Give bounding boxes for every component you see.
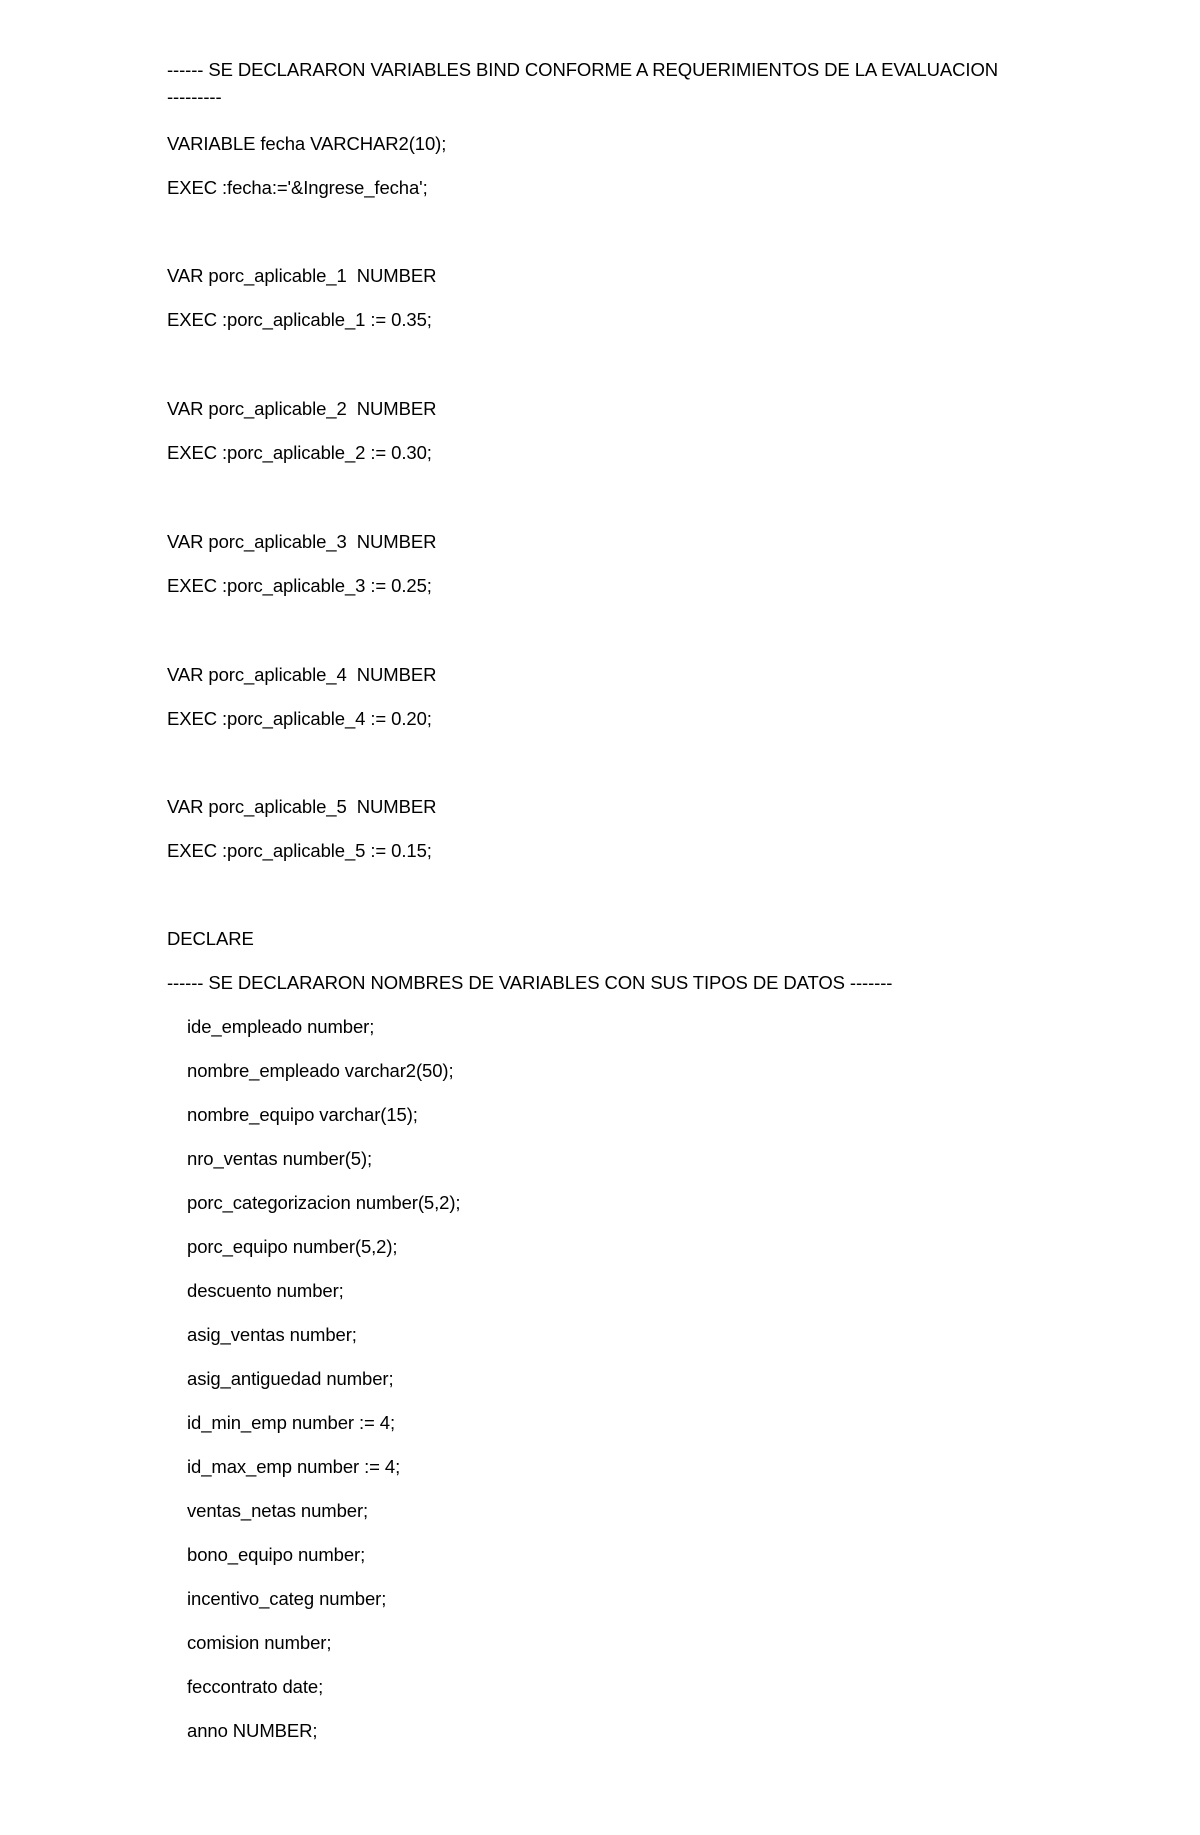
bind-declaration-line: VAR porc_aplicable_2 NUMBER: [167, 398, 437, 419]
variable-declaration: feccontrato date;: [187, 1676, 324, 1697]
bind-declaration-line: VAR porc_aplicable_5 NUMBER: [167, 796, 437, 817]
bind-declaration-line: EXEC :porc_aplicable_5 := 0.15;: [167, 840, 432, 861]
declare-comment: ------ SE DECLARARON NOMBRES DE VARIABLES CON SUS TIPOS DE DATOS -------: [167, 972, 893, 993]
bind-declaration-line: VAR porc_aplicable_4 NUMBER: [167, 664, 437, 685]
declare-keyword: DECLARE: [167, 928, 254, 949]
variable-declaration: anno NUMBER;: [187, 1720, 318, 1741]
variable-declaration: asig_antiguedad number;: [187, 1368, 394, 1389]
variable-declaration: asig_ventas number;: [187, 1324, 357, 1345]
variable-declaration: comision number;: [187, 1632, 332, 1653]
bind-declaration-line: VAR porc_aplicable_3 NUMBER: [167, 531, 437, 552]
variable-declaration: nombre_equipo varchar(15);: [187, 1104, 418, 1125]
bind-declaration-line: EXEC :porc_aplicable_1 := 0.35;: [167, 309, 432, 330]
variable-declaration: id_min_emp number := 4;: [187, 1412, 395, 1433]
variable-declaration: bono_equipo number;: [187, 1544, 366, 1565]
variable-declaration: ventas_netas number;: [187, 1500, 369, 1521]
variable-declaration: nro_ventas number(5);: [187, 1148, 373, 1169]
variable-declaration: ide_empleado number;: [187, 1016, 375, 1037]
variable-declaration: descuento number;: [187, 1280, 344, 1301]
header-comment-line2: ---------: [167, 86, 222, 107]
variable-declaration: porc_categorizacion number(5,2);: [187, 1192, 461, 1213]
bind-declaration-line: EXEC :porc_aplicable_2 := 0.30;: [167, 442, 432, 463]
variable-declaration: id_max_emp number := 4;: [187, 1456, 401, 1477]
bind-declaration-line: EXEC :fecha:='&Ingrese_fecha';: [167, 177, 428, 198]
variable-declaration: porc_equipo number(5,2);: [187, 1236, 398, 1257]
variable-declaration: nombre_empleado varchar2(50);: [187, 1060, 454, 1081]
bind-declaration-line: EXEC :porc_aplicable_4 := 0.20;: [167, 708, 432, 729]
header-comment-line1: ------ SE DECLARARON VARIABLES BIND CONFORME A REQUERIMIENTOS DE LA EVALUACION: [167, 59, 999, 80]
variable-declaration: incentivo_categ number;: [187, 1588, 387, 1609]
bind-declaration-line: VARIABLE fecha VARCHAR2(10);: [167, 133, 447, 154]
bind-declaration-line: VAR porc_aplicable_1 NUMBER: [167, 265, 437, 286]
bind-declaration-line: EXEC :porc_aplicable_3 := 0.25;: [167, 575, 432, 596]
